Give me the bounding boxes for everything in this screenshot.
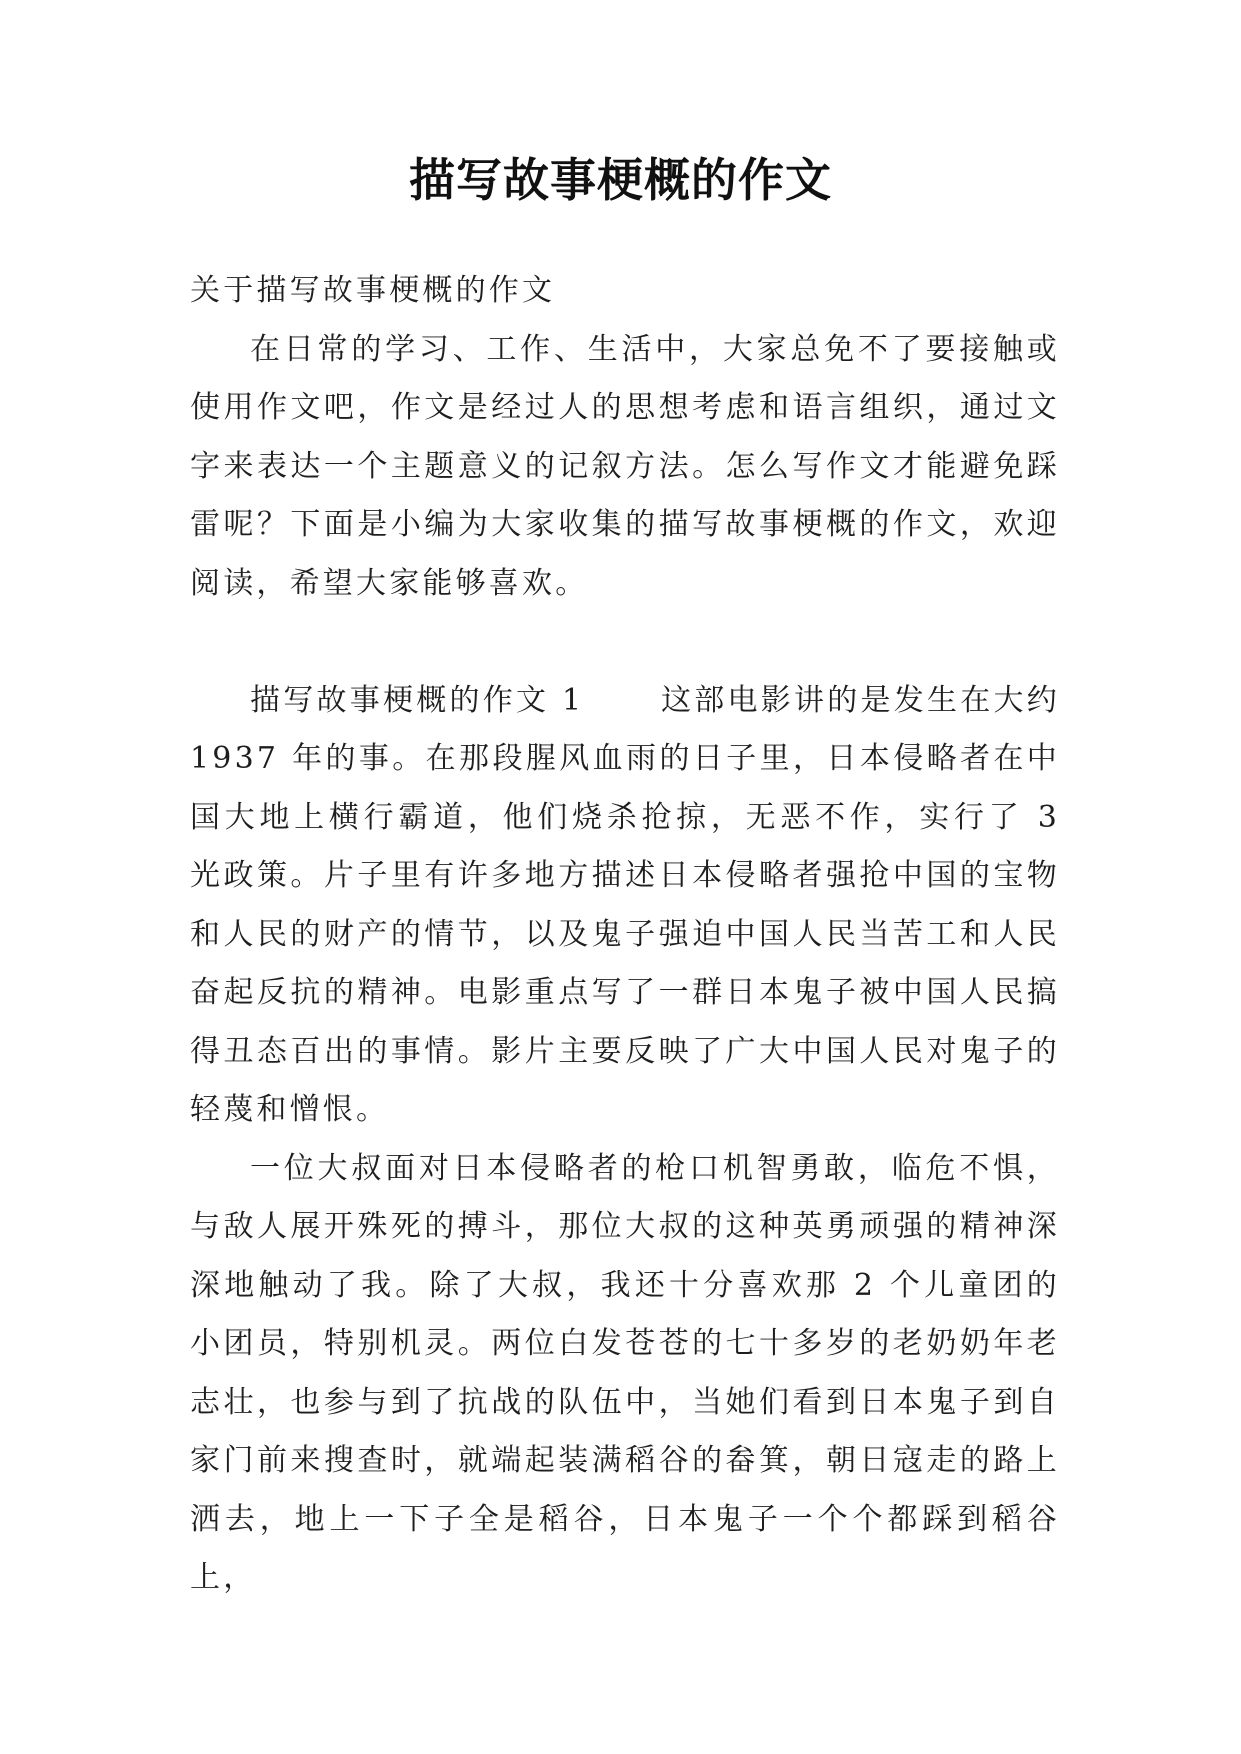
- intro-heading: 关于描写故事梗概的作文: [190, 273, 556, 308]
- essay-1-paragraph-1: [190, 672, 1060, 1140]
- paragraph-gap: [190, 613, 1060, 672]
- essay-1-title: 描写故事梗概的作文 1: [250, 682, 585, 718]
- document-title: 描写故事梗概的作文: [409, 153, 832, 207]
- essay-1-paragraph-1-text: 这部电影讲的是发生在大约 1937 年的事。在那段腥风血雨的日子里，日本侵略者在中国大地上横行霸道，他们烧杀抢掠，无恶不作，实行了 3 光政策。片子里有许多地方描述日本侵略者强抢中国的宝物和人民的财产的情节，以及鬼子强迫中国人民当苦工和人民奋起反抗的精神。电影重点写了一群日本鬼子被中国人民搞得丑态百出的事情。影片主要反映了广大中国人民对鬼子的轻蔑和憎恨。: [190, 682, 1060, 1127]
- title-spacer: [584, 683, 661, 718]
- intro-paragraph: 在日常的学习、工作、生活中，大家总免不了要接触或使用作文吧，作文是经过人的思想考虑和语言组织，通过文字来表达一个主题意义的记叙方法。怎么写作文才能避免踩雷呢？下面是小编为大家收集的描写故事梗概的作文，欢迎阅读，希望大家能够喜欢。: [190, 331, 1060, 601]
- document-body: [190, 262, 1060, 1608]
- essay-1-paragraph-2: 一位大叔面对日本侵略者的枪口机智勇敢，临危不惧，与敌人展开殊死的搏斗，那位大叔的这种英勇顽强的精神深深地触动了我。除了大叔，我还十分喜欢那 2 个儿童团的小团员，特别机灵。两位白发苍苍的七十多岁的老奶奶年老志壮，也参与到了抗战的队伍中，当她们看到日本鬼子到自家门前来搜查时，就端起装满稻谷的畚箕，朝日寇走的路上洒去，地上一下子全是稻谷，日本鬼子一个个都踩到稻谷上，: [190, 1150, 1060, 1595]
